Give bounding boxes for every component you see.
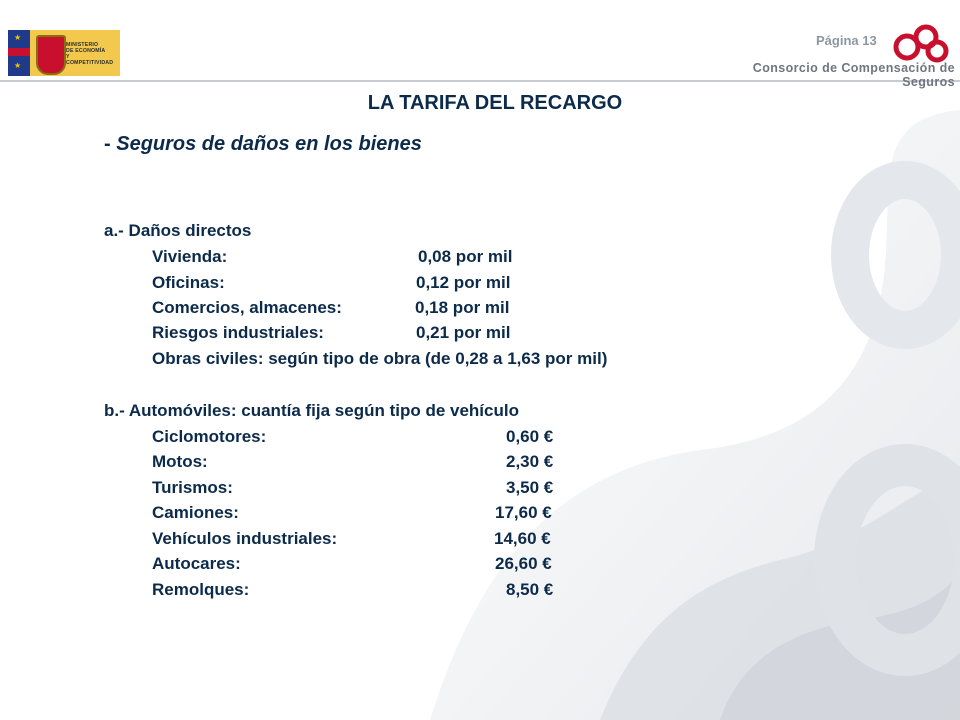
section-b-item bbox=[152, 427, 554, 447]
item-value: 8,50 € bbox=[506, 580, 554, 599]
item-label: Oficinas: bbox=[152, 273, 225, 292]
section-a-item bbox=[152, 323, 511, 343]
section-b-item bbox=[152, 529, 551, 549]
ccs-logo-icon bbox=[893, 23, 949, 63]
ministry-line-1: MINISTERIO bbox=[66, 42, 99, 48]
section-b-item bbox=[152, 580, 554, 600]
section-b-item bbox=[152, 503, 552, 523]
organization-name: Consorcio de Compensación de Seguros bbox=[752, 61, 955, 89]
item-label: Vivienda: bbox=[152, 247, 228, 266]
subtitle-text: Seguros de daños en los bienes bbox=[116, 133, 422, 155]
item-label: Turismos: bbox=[152, 478, 233, 497]
item-label: Vehículos industriales: bbox=[152, 529, 338, 548]
item-value: 3,50 € bbox=[506, 478, 554, 497]
section-b-item bbox=[152, 478, 554, 498]
coat-of-arms bbox=[30, 30, 120, 76]
item-value: 0,08 por mil bbox=[418, 247, 513, 266]
eu-flag-strip bbox=[8, 30, 30, 76]
item-value: 14,60 € bbox=[494, 529, 551, 548]
item-label: Autocares: bbox=[152, 554, 241, 573]
item-value: 0,60 € bbox=[506, 427, 554, 446]
page-title: LA TARIFA DEL RECARGO bbox=[367, 92, 623, 114]
subtitle-dash: - bbox=[104, 133, 111, 155]
item-label: Motos: bbox=[152, 452, 208, 471]
item-value: 26,60 € bbox=[495, 554, 552, 573]
item-value: 0,12 por mil bbox=[416, 273, 511, 292]
section-a-note: Obras civiles: según tipo de obra (de 0,28 a 1,63 por mil) bbox=[152, 349, 608, 368]
section-b-item bbox=[152, 452, 554, 472]
section-a-item bbox=[152, 273, 511, 293]
item-value: 0,18 por mil bbox=[415, 298, 510, 317]
page-subtitle bbox=[104, 133, 422, 156]
crest-icon bbox=[36, 35, 66, 75]
item-label: Riesgos industriales: bbox=[152, 323, 324, 342]
section-b-heading: b.- Automóviles: cuantía fija según tipo de vehículo bbox=[104, 401, 519, 420]
ministry-logo bbox=[8, 30, 120, 76]
item-value: 0,21 por mil bbox=[416, 323, 511, 342]
section-a-item bbox=[152, 247, 513, 267]
item-label: Ciclomotores: bbox=[152, 427, 267, 446]
item-label: Comercios, almacenes: bbox=[152, 298, 342, 317]
star-icon: ★ bbox=[14, 61, 22, 70]
star-icon: ★ bbox=[14, 33, 22, 42]
flag-red-band bbox=[8, 48, 30, 56]
item-value: 2,30 € bbox=[506, 452, 554, 471]
ministry-name bbox=[66, 42, 118, 66]
section-a-item bbox=[152, 298, 510, 318]
item-value: 17,60 € bbox=[495, 503, 552, 522]
ministry-line-2: DE ECONOMÍA bbox=[66, 48, 106, 54]
item-label: Camiones: bbox=[152, 503, 239, 522]
section-a-heading: a.- Daños directos bbox=[104, 221, 252, 240]
item-label: Remolques: bbox=[152, 580, 250, 599]
page-number: Página 13 bbox=[816, 33, 877, 48]
section-b-item bbox=[152, 554, 552, 574]
ministry-line-3: Y COMPETITIVIDAD bbox=[66, 54, 114, 66]
